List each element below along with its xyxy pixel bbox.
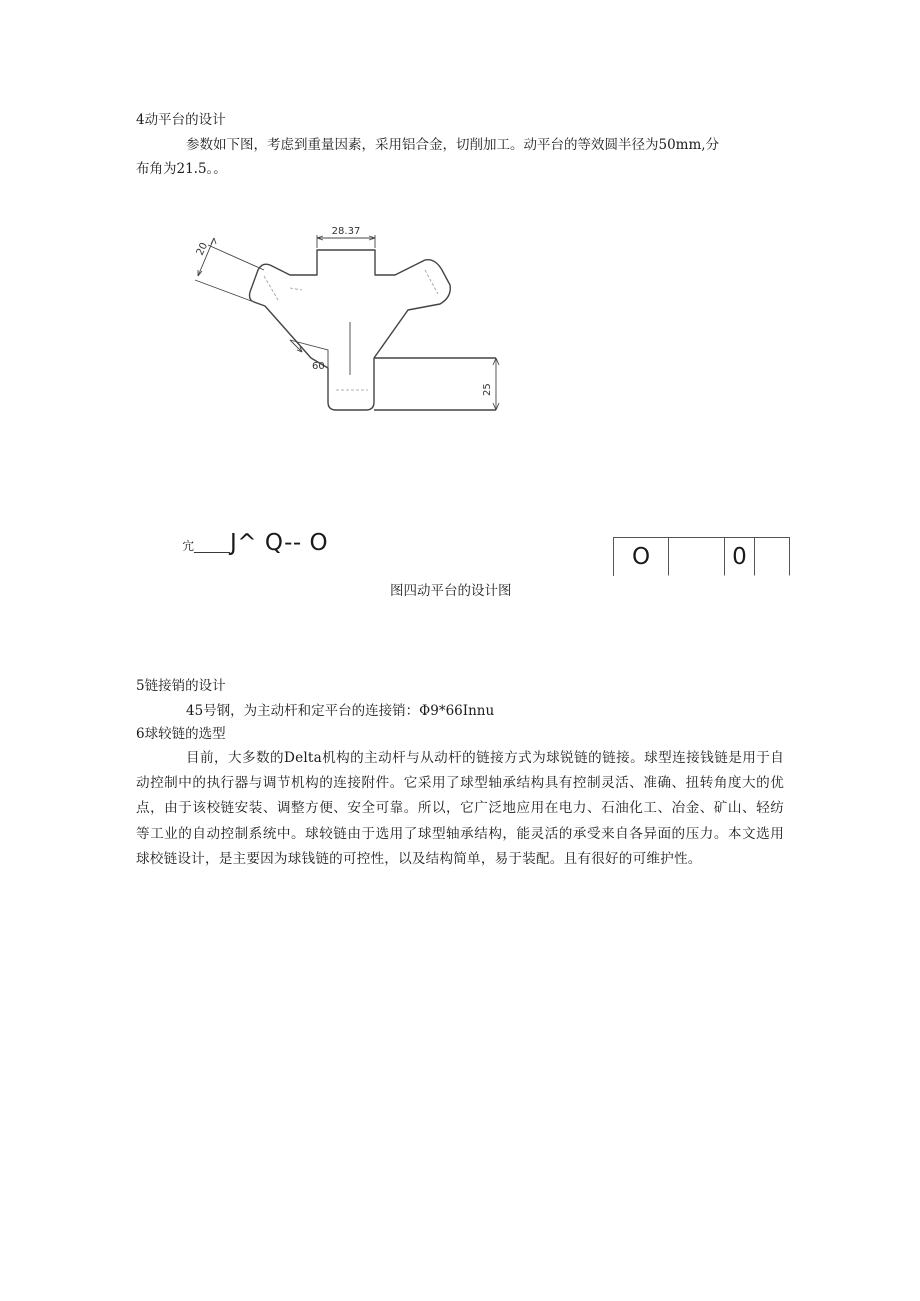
- section-5-line: 45号钢，为主动杆和定平台的连接销：Φ9*66Innu: [186, 703, 495, 719]
- section-4-heading: 4动平台的设计: [136, 112, 226, 128]
- garbled-ocr-text: [182, 530, 328, 556]
- box-cell: [755, 538, 790, 576]
- box-cell: [669, 538, 725, 576]
- box-cell: O: [614, 538, 669, 576]
- section-4-paragraph-line-2: 布角为21.5。。: [136, 161, 227, 177]
- section-5-heading: 5链接销的设计: [136, 678, 226, 694]
- left-dimension-label: 20: [194, 241, 211, 258]
- garbled-large-text: J^ Q-- O: [230, 530, 329, 556]
- garbled-small-text: 宂______: [182, 539, 231, 553]
- figure-box-row: [613, 537, 790, 576]
- section-4-paragraph-line-1: 参数如下图，考虑到重量因素，采用铝合金，切削加工。动平台的等效圆半径为50mm,分: [186, 137, 720, 153]
- right-dimension-label: 25: [482, 383, 493, 396]
- section-6-paragraph: 目前，大多数的Delta机构的主动杆与从动杆的链接方式为球锐链的链接。球型连接钱链是用于自动控制中的执行器与调节机构的连接附件。它采用了球型轴承结构具有控制灵活、准确、扭转角度大的优点，由于该校链安装、调整方便、安全可靠。所以，它广泛地应用在电力、石油化工、冶金、矿山、轻纺等工业的自动控制系统中。球较链由于选用了球型轴承结构，能灵活的承受来自各异面的压力。本文选用球校链设计，是主要因为球钱链的可控性，以及结构简单，易于装配。且有很好的可维护性。: [136, 750, 784, 867]
- angle-dimension-label: 60: [312, 361, 325, 372]
- section-6-heading: 6球较链的选型: [136, 726, 226, 742]
- box-cell: 0: [725, 538, 755, 576]
- top-dimension-label: 28.37: [331, 226, 361, 237]
- platform-technical-drawing: [190, 210, 510, 415]
- figure-caption: 图四动平台的设计图: [390, 583, 512, 599]
